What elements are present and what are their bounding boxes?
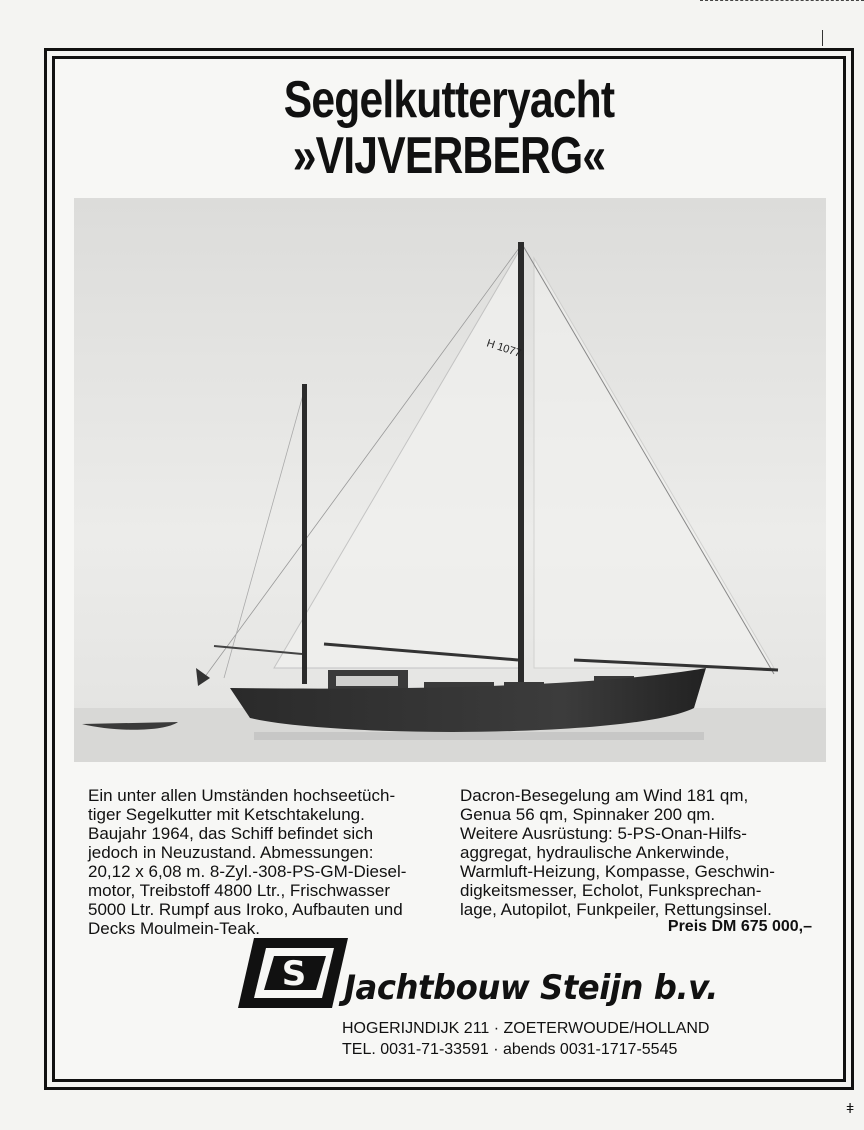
- address-line: HOGERIJNDIJK 211 · ZOETERWOUDE/HOLLAND: [342, 1020, 710, 1037]
- text-line: Ein unter allen Umständen hochseetüch-: [88, 786, 396, 805]
- text-line: digkeitsmesser, Echolot, Funksprechan-: [460, 881, 762, 900]
- description-left: [88, 786, 448, 938]
- company-logo: [236, 936, 350, 1015]
- text-line: Warmluft-Heizung, Kompasse, Geschwin-: [460, 862, 775, 881]
- deckhouse-windows: [336, 676, 398, 686]
- text-line: lage, Autopilot, Funkpeiler, Rettungsinsel.: [460, 900, 772, 919]
- text-line: 5000 Ltr. Rumpf aus Iroko, Aufbauten und: [88, 900, 403, 919]
- text-line: 20,12 x 6,08 m. 8-Zyl.-308-PS-GM-Diesel-: [88, 862, 407, 881]
- price-label: Preis DM 675 000,–: [667, 918, 812, 935]
- headline-line-1: Segelkutteryacht: [283, 71, 615, 129]
- company-address: [342, 1018, 709, 1060]
- sail-number: H 1077: [485, 337, 523, 360]
- yacht-photo: [74, 198, 826, 762]
- crop-mark: [822, 30, 823, 46]
- mizzen-mast: [302, 384, 307, 684]
- text-line: motor, Treibstoff 4800 Ltr., Frischwasser: [88, 881, 391, 900]
- main-mast: [518, 242, 524, 686]
- reflection: [254, 732, 704, 740]
- text-line: Genua 56 qm, Spinnaker 200 qm.: [460, 805, 716, 824]
- text-line: jedoch in Neuzustand. Abmessungen:: [88, 843, 374, 862]
- phone-line: TEL. 0031-71-33591 · abends 0031-1717-5545: [342, 1041, 678, 1058]
- headline-line-2: »VIJVERBERG«: [292, 127, 606, 185]
- corner-mark: ǂ: [846, 1100, 855, 1116]
- ad-headline: [123, 72, 774, 184]
- company-name: Jachtbouw Steijn b.v.: [344, 968, 718, 1008]
- text-line: Baujahr 1964, das Schiff befindet sich: [88, 824, 374, 843]
- page-edge-line: [700, 0, 864, 3]
- text-line: aggregat, hydraulische Ankerwinde,: [460, 843, 730, 862]
- text-line: Weitere Ausrüstung: 5-PS-Onan-Hilfs-: [460, 824, 747, 843]
- text-line: tiger Segelkutter mit Ketschtakelung.: [88, 805, 365, 824]
- text-line: Decks Moulmein-Teak.: [88, 919, 260, 938]
- logo-letter: S: [281, 954, 307, 994]
- text-line: Dacron-Besegelung am Wind 181 qm,: [460, 786, 749, 805]
- description-right: [460, 786, 820, 919]
